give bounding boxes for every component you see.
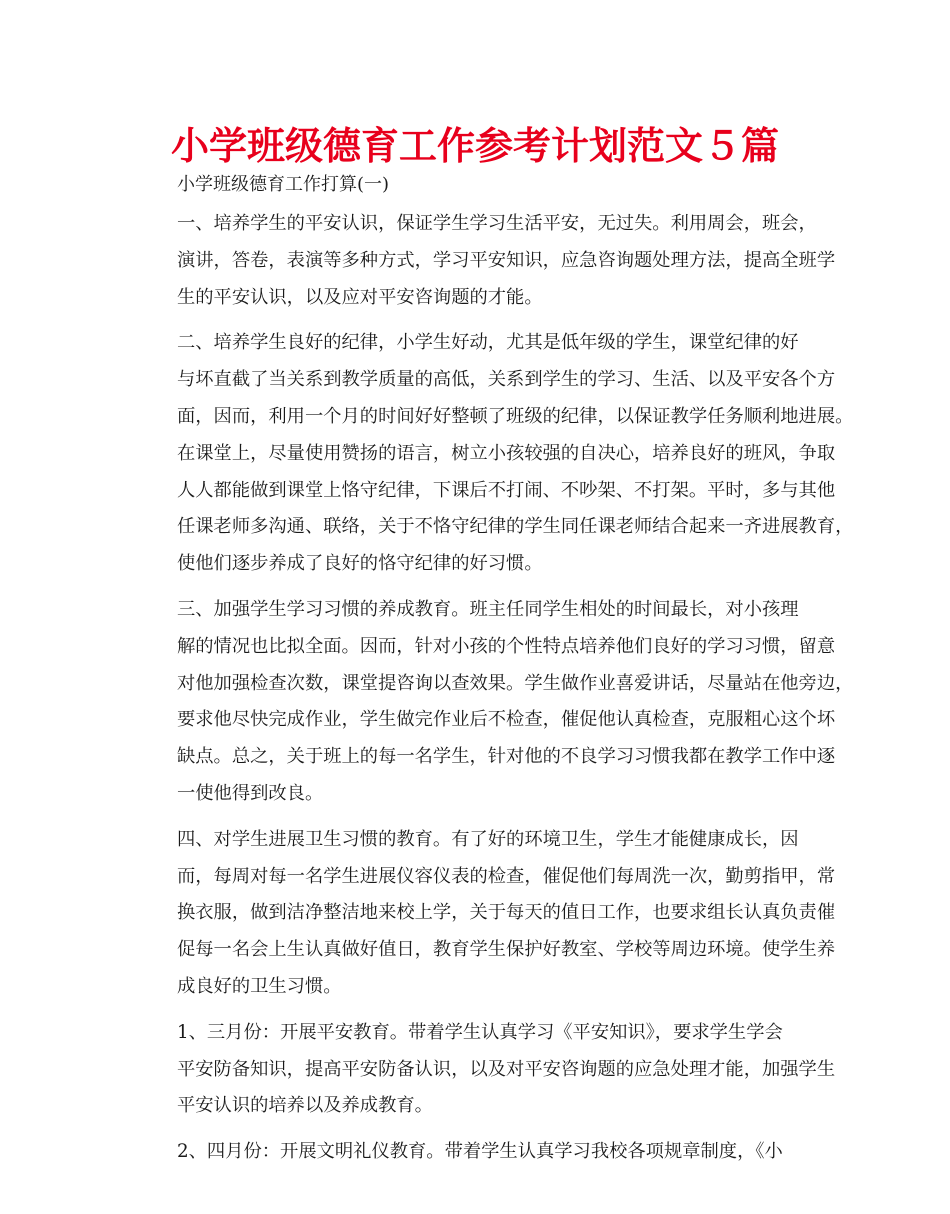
paragraph-line: 1、三月份：开展平安教育。带着学生认真学习《平安知识》，要求学生学会	[177, 1021, 783, 1043]
paragraph-line: 促每一名会上生认真做好值日，教育学生保护好教室、学校等周边环境。使学生养	[177, 939, 836, 961]
paragraph-line: 对他加强检查次数，课堂提咨询以查效果。学生做作业喜爱讲话，尽量站在他旁边，	[177, 672, 854, 694]
paragraph-line: 在课堂上，尽量使用赞扬的语言，树立小孩较强的自决心，培养良好的班风，争取	[177, 442, 836, 464]
document-body	[141, 172, 854, 1180]
paragraph-april	[141, 1134, 813, 1171]
document-title: 小学班级德育工作参考计划范文５篇	[170, 124, 779, 168]
paragraph-line: 一使他得到改良。	[177, 782, 324, 804]
paragraph-line: 一、培养学生的平安认识，保证学生学习生活平安，无过失。利用周会，班会，	[177, 213, 817, 234]
paragraph-line: 使他们逐步养成了良好的恪守纪律的好习惯。	[177, 553, 543, 575]
paragraph-line: 演讲，答卷，表演等多种方式，学习平安知识，应急咨询题处理方法，提高全班学	[177, 249, 836, 271]
paragraph-march	[141, 1015, 836, 1125]
paragraph-line: 解的情况也比拟全面。因而，针对小孩的个性特点培养他们良好的学习习惯，留意	[177, 635, 836, 657]
paragraph-line: 换衣服，做到洁净整洁地来校上学，关于每天的值日工作，也要求组长认真负责催	[177, 902, 836, 924]
paragraph-study-habits	[141, 592, 854, 813]
paragraph-line: 任课老师多沟通、联络，关于不恪守纪律的学生同任课老师结合起来一齐进展教育，	[177, 516, 854, 538]
paragraph-line: 2、四月份：开展文明礼仪教育。带着学生认真学习我校各项规章制度，《小	[177, 1141, 783, 1163]
paragraph-discipline	[141, 325, 854, 583]
paragraph-line: 二、培养学生良好的纪律，小学生好动，尤其是低年级的学生，课堂纪律的好	[177, 332, 799, 354]
paragraph-line: 要求他尽快完成作业，学生做完作业后不检查，催促他认真检查，克服粗心这个坏	[177, 709, 836, 731]
paragraph-line: 缺点。总之，关于班上的每一名学生，针对他的不良学习习惯我都在教学工作中逐	[177, 746, 836, 768]
paragraph-line: 成良好的卫生习惯。	[177, 975, 342, 997]
paragraph-line: 四、对学生进展卫生习惯的教育。有了好的环境卫生，学生才能健康成长，因	[177, 828, 799, 850]
paragraph-line: 人人都能做到课堂上恪守纪律，下课后不打闹、不吵架、不打架。平时，多与其他	[177, 479, 836, 501]
paragraph-line: 平安认识的培养以及养成教育。	[177, 1095, 433, 1117]
paragraph-line: 面，因而，利用一个月的时间好好整顿了班级的纪律，以保证教学任务顺利地进展。	[177, 405, 854, 427]
paragraph-line: 与坏直截了当关系到教学质量的高低，关系到学生的学习、生活、以及平安各个方	[177, 369, 836, 391]
paragraph-line: 三、加强学生学习习惯的养成教育。班主任同学生相处的时间最长，对小孩理	[177, 598, 799, 620]
paragraph-line: 平安防备知识，提高平安防备认识，以及对平安咨询题的应急处理才能，加强学生	[177, 1058, 836, 1080]
paragraph-line: 生的平安认识，以及应对平安咨询题的才能。	[177, 286, 543, 308]
document-subtitle: 小学班级德育工作打算(一)	[177, 174, 390, 195]
paragraph-hygiene	[141, 822, 836, 1006]
paragraph-safety	[141, 206, 836, 316]
paragraph-line: 而，每周对每一名学生进展仪容仪表的检查，催促他们每周洗一次，勤剪指甲，常	[177, 865, 836, 887]
